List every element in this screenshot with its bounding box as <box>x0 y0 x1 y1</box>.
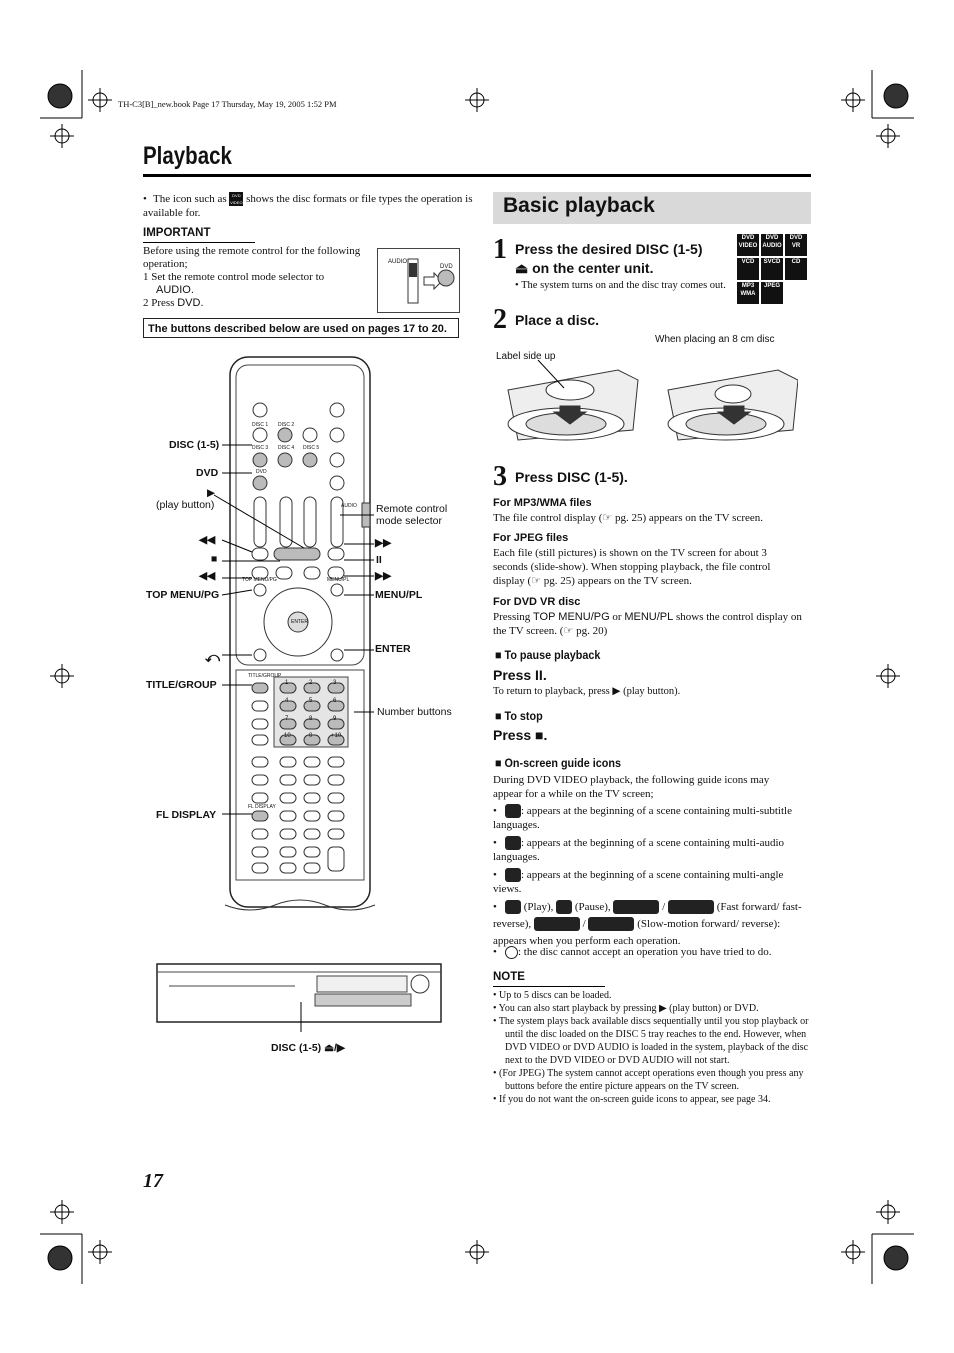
remote-num-0: 0 <box>309 733 313 739</box>
disc-tray-illustrations <box>498 360 798 450</box>
callout-rew: ◀◀ <box>199 570 216 582</box>
guide-intro: During DVD VIDEO playback, the following guide icons may appear for a while on the TV screen; <box>493 774 770 800</box>
callout-unit-disc: DISC (1-5) ⏏/▶ <box>271 1042 346 1054</box>
format-icon-svcd: SVCD <box>761 258 783 280</box>
remote-disc1-label: DISC 1 <box>252 422 269 428</box>
page-number: 17 <box>143 1170 163 1192</box>
remote-num-4: 4 <box>285 698 289 704</box>
important-heading: IMPORTANT <box>143 227 211 239</box>
mode-audio-label: AUDIO <box>388 259 408 265</box>
fast-forward-icon <box>613 900 659 914</box>
file-header-note: TH-C3[B]_new.book Page 17 Thursday, May 19, 2005 1:52 PM <box>118 99 337 109</box>
note-item: • You can also start playback by pressing ▶ (play button) or DVD. <box>493 1003 759 1014</box>
step-3-number: 3 <box>493 461 507 492</box>
eight-cm-note: When placing an 8 cm disc <box>655 334 775 345</box>
format-icon-vcd: VCD <box>737 258 759 280</box>
guide-ff-text: (Fast forward/ fast-reverse), <box>493 901 802 930</box>
mp3-heading: For MP3/WMA files <box>493 497 592 509</box>
remote-num-10: 10 <box>284 733 291 739</box>
audio-icon <box>505 836 521 850</box>
callout-enter: ENTER <box>375 643 411 655</box>
slow-reverse-icon <box>588 917 634 931</box>
remote-menupl-label: MENU/PL <box>327 577 350 583</box>
format-icon-mp3-wma: MP3 WMA <box>737 282 759 304</box>
angle-icon <box>505 868 521 882</box>
callout-dvd: DVD <box>196 467 219 479</box>
pause-body: To return to playback, press ▶ (play button). <box>493 686 681 697</box>
guide-item-prohibited: • : the disc cannot accept an operation you have tried to do. <box>493 946 772 958</box>
guide-item-playback: • (Play), (Pause), / (Fast forward/ fast-reverse), / (Slow-motion forward/ reverse): appears when you perform each operation. <box>493 901 802 947</box>
mode-selector-illustration <box>377 248 460 313</box>
note-rule <box>493 986 605 987</box>
step-2-number: 2 <box>493 304 507 335</box>
callout-play-button: (play button) <box>156 499 215 511</box>
guide-pause-text: (Pause), <box>574 901 611 913</box>
callout-play-symbol: ▶ <box>207 487 216 499</box>
step-1-note: • The system turns on and the disc tray comes out. <box>515 280 726 291</box>
remote-num-5: 5 <box>309 698 313 704</box>
dvdvr-button-1: TOP MENU/PG <box>533 611 610 623</box>
remote-right-callout-lines <box>330 500 380 720</box>
pause-icon <box>556 900 572 914</box>
callout-mode-selector: Remote control mode selector <box>376 503 448 527</box>
note-item: • Up to 5 discs can be loaded. <box>493 990 612 1001</box>
dvdvr-pre: Pressing <box>493 611 531 623</box>
remote-topmenu-label: TOP MENU/PG <box>242 577 277 583</box>
guide-item-1-text: : appears at the beginning of a scene containing multi-subtitle languages. <box>493 805 792 832</box>
guide-play-text: (Play), <box>523 901 554 913</box>
title-rule <box>143 174 811 177</box>
important-step-1-value: AUDIO. <box>156 284 194 296</box>
guide-slash: / <box>662 901 666 913</box>
remote-fldisplay-label: FL DISPLAY <box>248 804 276 810</box>
step-1-line-1: Press the desired DISC (1-5) <box>515 241 703 257</box>
intro-text-pre: The icon such as <box>153 193 227 205</box>
callout-menu-pl: MENU/PL <box>375 589 423 601</box>
format-icon-dvd-audio: DVD AUDIO <box>761 234 783 256</box>
section-title: Basic playback <box>503 194 655 217</box>
guide-item-subtitle: • : appears at the beginning of a scene containing multi-subtitle languages. <box>493 805 792 832</box>
step-2-text: Place a disc. <box>515 312 600 328</box>
callout-ff: ▶▶ <box>375 570 392 582</box>
center-unit-drawing <box>155 962 445 1032</box>
remote-num-7: 7 <box>285 716 289 722</box>
stop-press: Press ■. <box>493 727 548 743</box>
intro-text-post: shows the disc formats or file types the operation is available for. <box>143 193 473 220</box>
remote-num-3: 3 <box>333 680 337 686</box>
important-body <box>143 245 363 310</box>
guide-slow-text: (Slow-motion forward/ reverse): appears when you perform each operation. <box>493 918 781 947</box>
note-item: • (For JPEG) The system cannot accept operations even though you press any buttons before the entire picture appears on the TV screen. <box>493 1068 804 1092</box>
remote-disc2-label: DISC 2 <box>278 422 295 428</box>
guide-item-audio: • : appears at the beginning of a scene containing multi-audio languages. <box>493 837 785 864</box>
play-icon <box>505 900 521 914</box>
slow-forward-icon <box>534 917 580 931</box>
important-rule <box>143 242 255 243</box>
stop-heading: ■ To stop <box>495 709 543 723</box>
intro-bullet: • The icon such as DVD VIDEO shows the disc formats or file types the operation is available for. <box>143 193 473 220</box>
remote-num-plus10: +10 <box>331 733 342 739</box>
label-side-up: Label side up <box>496 351 556 362</box>
remote-num-8: 8 <box>309 716 313 722</box>
format-icon-dvd-video: DVD VIDEO <box>737 234 759 256</box>
callout-top-menu: TOP MENU/PG <box>146 589 220 601</box>
dvdvr-button-2: MENU/PL <box>624 611 674 623</box>
callout-disc: DISC (1-5) <box>169 439 220 451</box>
dvdvr-mid: or <box>612 611 622 623</box>
callout-stop: ■ <box>211 553 218 565</box>
format-icon-jpeg: JPEG <box>761 282 783 304</box>
note-list <box>493 989 813 1106</box>
important-line: Before using the remote control for the following operation; <box>143 245 361 270</box>
remote-num-1: 1 <box>285 680 289 686</box>
prohibited-icon <box>505 946 518 959</box>
callout-prev: ◀◀ <box>199 534 216 546</box>
guide-item-3-text: : appears at the beginning of a scene containing multi-angle views. <box>493 869 784 896</box>
remote-disc3-label: DISC 3 <box>252 445 269 451</box>
guide-item-5-text: : the disc cannot accept an operation you have tried to do. <box>518 946 772 958</box>
step-1-line-2: ⏏ on the center unit. <box>515 260 654 276</box>
subtitle-icon <box>505 804 521 818</box>
remote-num-2: 2 <box>309 680 313 686</box>
note-item: • If you do not want the on-screen guide icons to appear, see page 34. <box>493 1094 771 1105</box>
step-1-number: 1 <box>493 234 507 265</box>
callout-fl-display: FL DISPLAY <box>156 809 217 821</box>
remote-num-9: 9 <box>333 716 337 722</box>
format-icon-cd: CD <box>785 258 807 280</box>
remote-enter-label: ENTER <box>291 619 308 625</box>
remote-audio-label: AUDIO <box>341 503 357 509</box>
callout-number-buttons: Number buttons <box>377 706 452 718</box>
page-title: Playback <box>143 142 232 170</box>
step-3-text: Press DISC (1-5). <box>515 469 628 485</box>
guide-item-2-text: : appears at the beginning of a scene containing multi-audio languages. <box>493 837 785 864</box>
mode-dvd-label: DVD <box>440 264 453 270</box>
pause-heading: ■ To pause playback <box>495 648 601 662</box>
buttons-note-box: The buttons described below are used on pages 17 to 20. <box>143 318 459 338</box>
remote-num-6: 6 <box>333 698 337 704</box>
guide-slash-2: / <box>582 918 586 930</box>
remote-disc4-label: DISC 4 <box>278 445 295 451</box>
jpeg-body: Each file (still pictures) is shown on the TV screen for about 3 seconds (slide-show). When stopping playback, the file control display (☞ pg. 25) appears on the TV screen. <box>493 547 771 587</box>
step-1-note-text: The system turns on and the disc tray comes out. <box>521 280 726 291</box>
jpeg-heading: For JPEG files <box>493 532 569 544</box>
dvdvr-heading: For DVD VR disc <box>493 596 581 608</box>
callout-next: ▶▶ <box>375 537 392 549</box>
pause-press: Press II. <box>493 667 547 683</box>
note-heading: NOTE <box>493 971 525 983</box>
guide-heading: ■ On-screen guide icons <box>495 756 621 770</box>
dvdvr-body <box>493 610 811 638</box>
dvd-video-icon: DVD VIDEO <box>230 193 243 206</box>
important-step-2: 2 Press <box>143 297 175 309</box>
dvdvr-post: shows the control display on the TV screen. (☞ pg. 20) <box>493 611 802 637</box>
note-item: • The system plays back available discs sequentially until you stop playback or until the disc loaded on the DISC 5 tray reaches to the end. However, when DVD VIDEO or DVD AUDIO is loaded in the system, playback of the disc next to the DVD VIDEO or DVD AUDIO will not start. <box>493 1016 809 1066</box>
callout-title-group: TITLE/GROUP <box>146 679 217 691</box>
callout-return-icon: ⤺ <box>205 649 220 665</box>
guide-item-angle: • : appears at the beginning of a scene containing multi-angle views. <box>493 869 784 896</box>
fast-reverse-icon <box>668 900 714 914</box>
remote-disc5-label: DISC 5 <box>303 445 320 451</box>
format-icon-dvd-vr: DVD VR <box>785 234 807 256</box>
remote-titlegroup-label: TITLE/GROUP <box>248 673 282 679</box>
callout-pause: II <box>376 554 382 566</box>
important-step-1: 1 Set the remote control mode selector to <box>143 271 325 283</box>
remote-dvd-label: DVD <box>256 469 267 475</box>
important-step-2-value: DVD. <box>177 297 204 309</box>
mp3-body: The file control display (☞ pg. 25) appears on the TV screen. <box>493 512 764 524</box>
